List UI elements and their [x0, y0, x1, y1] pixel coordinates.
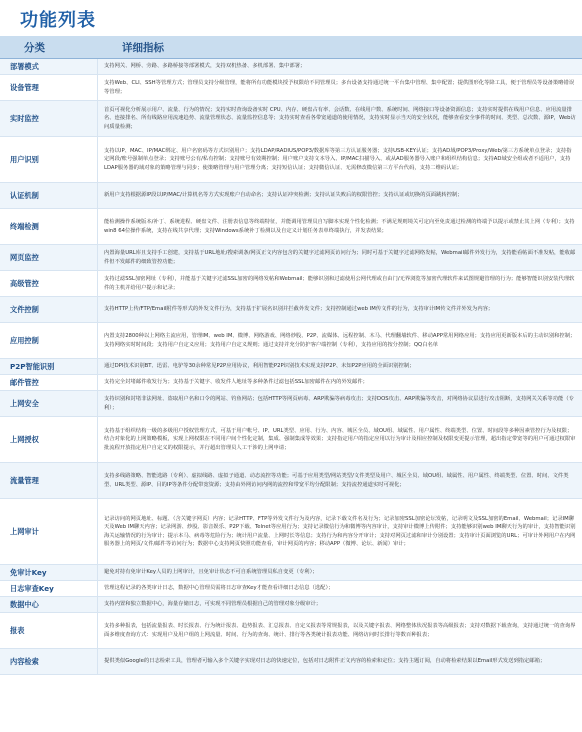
table-body [0, 59, 582, 675]
row-detail: 内置支持2800种以上网络主流应用，管理IM、web IM、微博、网络游戏、网络炒股、P2P、流媒体、远程控制、木马、代理翻墙软件、移动APP常用网络应用；支持应用更新版本后的主动识别和控制；支持网络实时时间段；支持用户自定义应用；支持用户自定义规则；通过支持并充分防护客户端控制（专利），支持应用的按分控制；QQ白名单 [104, 333, 576, 348]
table-row [0, 649, 582, 675]
row-category: 邮件管控 [0, 375, 98, 390]
row-detail: 新用户支持根据源IP段以IP/MAC/计算机名等方式实现账户自动命名；支持认证冲突检测；支持认证失败后的权限管控；支持认证或切换的页面跳转控制； [104, 192, 463, 199]
table-row [0, 597, 582, 613]
row-category: 日志审查Key [0, 581, 98, 596]
row-detail: 内置海量URL库且支持手工创建，支持基于URL地址/搜索调条/网页正文内容包含的关键字过滤网页访问行为；同时可基于关键字过滤网络发帖，Webmail邮件外发行为，支持能看帖面不准发帖，能收邮件但不发邮件的细致管控功能； [104, 250, 576, 265]
row-category: 上网审计 [0, 499, 98, 564]
row-detail: 支持多种报表，包括流量报表、时长报表、行为统计报表、趋势报表、汇总报表、自定义报表等常规报表，以及关键字报表、网络整体状况报表等高级报表；支持对数据下载查询，支持通过统一的查询界面多维度查询方式：实现用户及用户组的上网流量、时间、行为的查询、统计、排行等各类统计报表功能、网络访问时长排行等数百种报表； [104, 623, 576, 638]
page-title: 功能列表 [20, 10, 96, 31]
row-category: 数据中心 [0, 597, 98, 612]
header-detail: 详细指标 [122, 41, 164, 54]
table-row [0, 581, 582, 597]
table-row [0, 101, 582, 137]
row-category: 文件控制 [0, 297, 98, 322]
row-detail: 避免对持有免审计Key人员的上网审计，且免审计状态不可自系统管理员私自变更（专利）； [104, 569, 318, 576]
row-category: 内容检索 [0, 649, 98, 674]
row-category: 终端检测 [0, 209, 98, 244]
feature-table [0, 36, 582, 675]
row-detail: 支持完全封堵邮件收发行为；支持基于关键字、收发件人地址等多种条件过滤包括SSL加密邮件在内的外发邮件； [104, 379, 368, 386]
table-row [0, 463, 582, 499]
table-row [0, 75, 582, 101]
row-category: 部署模式 [0, 59, 98, 74]
table-row [0, 613, 582, 649]
row-category: P2P智能识别 [0, 359, 98, 374]
row-detail: 通过DPI技术识别BT、迅雷、电驴等30余种常见P2P应用协议，利用智能P2P识别技术实现支持P2P、未知P2P应用的全面识别控制； [104, 363, 415, 370]
row-category: 上网授权 [0, 417, 98, 462]
table-row [0, 375, 582, 391]
table-row [0, 183, 582, 209]
table-row [0, 209, 582, 245]
row-category: 设备管理 [0, 75, 98, 100]
row-detail: 记录访问的网页地址、标题、（含关键字网页）内容；记录HTTP、FTP等外发文件行为及内容，记录下载文件名及行为；记录加密SSL加密论坛发帖，记录明文及SSL加密的Email、Webmail；记录IM聊天及Web IM聊天内容；记录网游、炒股、影音娱乐、P2P下载、Telnet等应用行为；支持记录微信行为和微博等内容审计，支持审计微博上传附件；支持能够识别web IM聊天行为的审计，支持智能识别海关运输情况的行为审计；提示本马、病毒等危险行为；统计用户流量、上网时长等信息；支持行为和内容分开审计；支持对网页过滤和审计分别设置；支持审计页面浏览的URL；可审计外网用户在内网服务器上的网页/文件/邮件等访问行为；数据中心支持网页快照功能查看，审计网页的内容；移动APP（微博、论坛、新闻）审计； [104, 515, 576, 547]
row-category: 用户识别 [0, 137, 98, 182]
table-row [0, 417, 582, 463]
row-category: 高级管控 [0, 271, 98, 296]
row-detail: 支持识别和封堵非法网址、盗取用户名和口令的网站、钓鱼网站；包括HTTP等网页病毒、ARP欺骗等病毒攻击；支持DOS攻击、ARP欺骗等攻击，对网络协议层进行攻击阻断，支持网关关系等功能（专利）； [104, 396, 574, 411]
row-detail: 支持过滤SSL加密网址（专利），并能基于关键字过滤SSL加密的网络发帖和Webmail；能够识别和过滤使用公网代理或自由门/无界浏览等加密代理软件来试图规避管理的行为；能够智能识别安装代理软件的主机并给用户提示和记录； [104, 276, 575, 291]
row-category: 报表 [0, 613, 98, 648]
row-category: 免审计Key [0, 565, 98, 580]
table-header [0, 36, 582, 59]
row-detail: 提供类似Google的日志检索工具，管理者可输入多个关键字实现对日志的快速定位，包括对日志附件正文内容的检索和定位；支持主题订阅，自动将检索结果以Email形式发送到指定邮箱； [104, 658, 546, 665]
table-row [0, 359, 582, 375]
row-detail: 支持HTTP上传/FTP/Email附件等形式的外发文件行为，支持基于扩展名识别并拦截外发文件；支持控制通过web IM传文件的行为，支持审计IM传文件并外发为内容； [104, 306, 494, 313]
table-row [0, 565, 582, 581]
row-detail: 管理这程记录的各类审计日志，数据中心管理员需将日志审查Key才能查看详细日志信息（选配）； [104, 585, 334, 592]
row-category: 流量管理 [0, 463, 98, 498]
table-row [0, 323, 582, 359]
row-category: 网页监控 [0, 245, 98, 270]
row-detail: 支持以IP、MAC、IP/MAC绑定、用户名密码等方式识别用户；支持LDAP/RADIUS/POP3/数据库等第三方认证服务器；支持USB-KEY认证；支持AD域/POP3/Proxy/Web/第三方系统单点登录；支持指定网段/账号强制单点登录；支持账号公有/私有控制；支持账号有效期控制；用户账户支持文本导入、IP/MAC扫描导入、或从AD服务器导入账户和组织结构信息；支持AD域安全组或者不适用户，支持LDAP服务器的域对象的策略管理与同步；使策略管理与用户管理分离；支持短信认证；支持微信认证、无需修改微信第三方平台代码，支持二维码认证； [104, 147, 572, 171]
row-detail: 支持内置和独立数据中心，海量存储日志，可实现不同管理员根据自己的管理对象分级审计； [104, 601, 322, 608]
row-detail: 能检测操作系统版本/补丁、系统进程、硬盘文件、注册表信息等终端特征，并能调用管理员自写脚本实现个性化检测；不满足规则境关可定向至免责通过检测的终端予以提示或禁止其上网（专利）；支持win8 64位操作系统，支持在线共享代理；支持Windows系统补丁检测以及自定义计划任务表单终端执行，并发表结果； [104, 219, 575, 234]
row-detail: 支持基于组织结构一级的多级用户授权管理方式，可基于用户帐号、IP、URL类型、应用、行为、内容、城区全员、域OU组、域属性、用户属性、终端类型、位置、时间段等多种因素管控行为及权限；结合对象化的上网策略模板，实现上网权限在不同用户间个性化定制，集成、强制集成等效果；支持指定用户的指定应用以行为审计及相应控制及权限变更提示管理，超出指定带宽等的用户可通过权限审批流程开放指定用户自定义的权限提示，并行超出管理员人工干涉的上网申请； [104, 427, 576, 451]
table-row [0, 297, 582, 323]
row-category: 认证机制 [0, 183, 98, 208]
table-row [0, 499, 582, 565]
table-row [0, 271, 582, 297]
table-row [0, 245, 582, 271]
row-category: 实时监控 [0, 101, 98, 136]
table-row [0, 137, 582, 183]
row-detail: 支持Web、CLI、SSH等管理方式；管理员支持分级管理，能将所有功能模块授予权限给不同管理员；多台设备支持通过统一平台集中管理、集中配置；提供图形化等降工具，便于管理员等设备策略错误等管理； [104, 80, 575, 95]
row-detail: 首页可视化分析展示用户、流量、行为的情况；支持实时查询设备实时 CPU、内存、硬盘占有率、会话数、在线用户数、系统时间、网络接口等设备资源信息；支持实时提供在线用户信息、应用流量排名、连接排名、所有线路应用流速趋势、流量管理状态、流量监控信息等；支持实时查看各带宽通道的使用情况，支持实时显示当天的安全状况，能够查看安全事件的时间、类型、总次数、源IP，Web访问质量检测； [104, 106, 576, 130]
row-detail: 支持多线路策略、智能选路（专利）、虚拟线路、虚拟子通道、动态流控等功能；可基于应用类型/网站类型/文件类型及用户、城区全员、域OU组、域属性、用户属性、终端类型、位置、时间、文件类型、URL类型、源IP、目的IP等条件分配带宽资源；支持由外网访问内网的流控和带宽平均分配限制；支持流控通道实时可视化； [104, 473, 569, 488]
header-category: 分类 [24, 41, 45, 54]
table-row [0, 59, 582, 75]
row-category: 应用控制 [0, 323, 98, 358]
table-row [0, 391, 582, 417]
row-category: 上网安全 [0, 391, 98, 416]
row-detail: 支持网关、网桥、旁路、多路桥接等部署模式，支持双机热备、多机部署、集中部署； [104, 63, 306, 70]
